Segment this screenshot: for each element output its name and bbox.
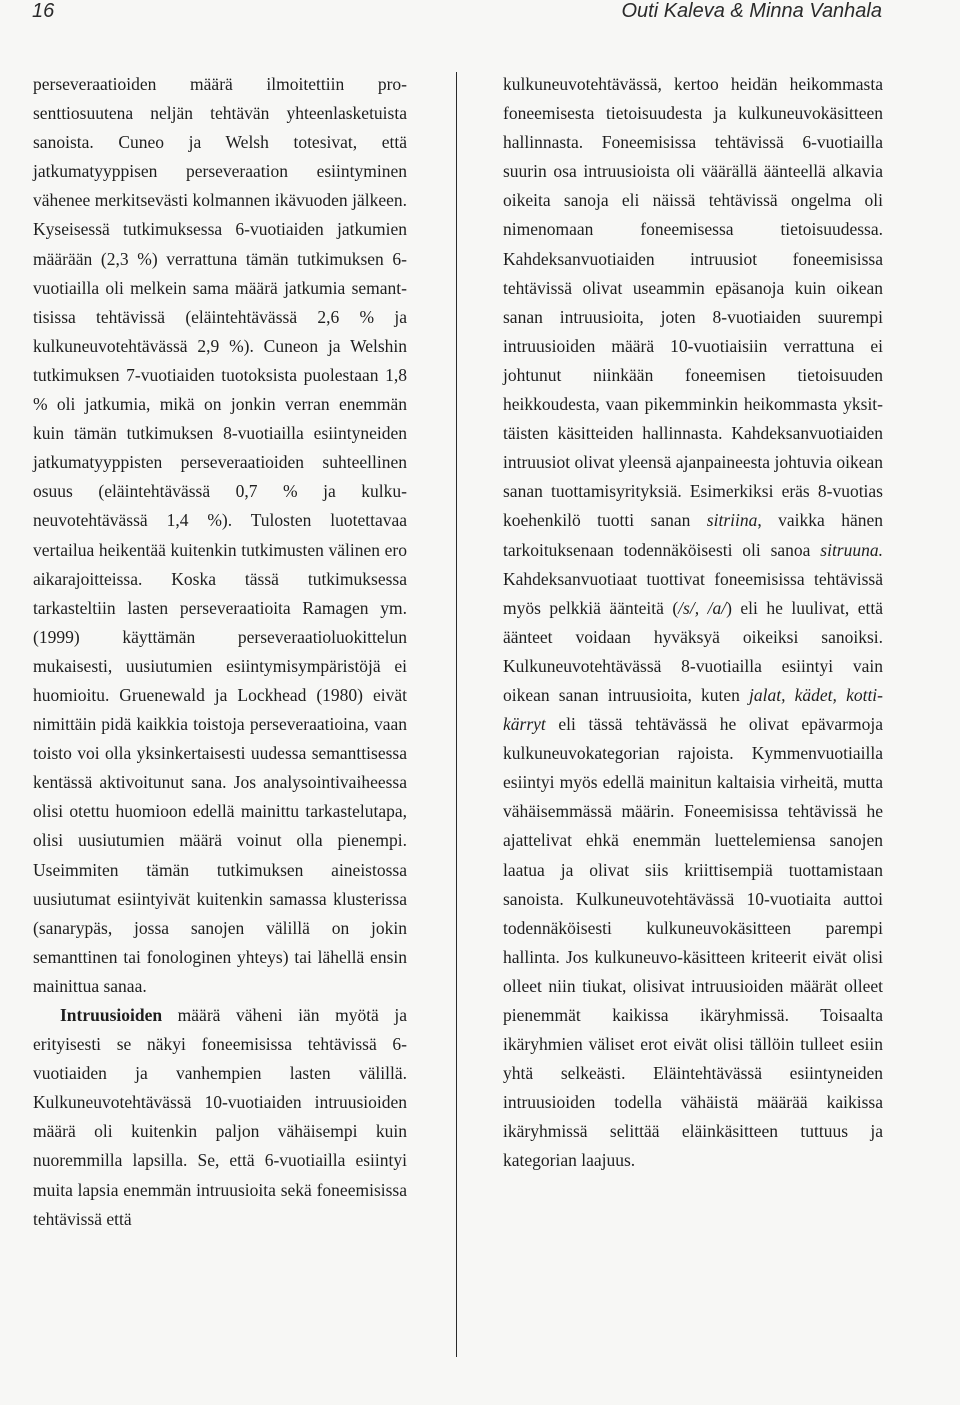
italic-term: sitruuna. xyxy=(820,539,883,560)
italic-term: jalat, kädet, kottikärryt xyxy=(503,684,883,735)
column-divider xyxy=(456,72,457,1357)
paragraph-text: eli tässä tehtävässä he olivat epävarmoja kulkuneuvokategorian rajoista. Kymmenvuotiailla esiintyi myös edellä mainitun kaltaisia virheitä, mutta vähäisemmässä määrin. Foneemisissa tehtävissä he ajattelivat ehkä enemmän luettelemiensa sanojen laatua ja olivat siis kriittisempiä tuottamistaan sanoista. Kulkuneuvotehtävässä 10-vuotiaita auttoi todennäköisesti kulkuneuvokäsitteen parempi hallinta. Jos kulkuneuvo-käsitteen kriteerit eivät olisi olleet niin tiukat, olisivat intruusioiden määrät olleet pienemmät kaikissa ikäryhmissä. Toisaalta ikäryhmien väliset erot eivät olisi tällöin tulleet esiin yhtä selkeästi. Eläintehtävässä esiintyneiden intruusioiden todella vähäistä määrää kaikissa ikäryhmissä selittää eläinkäsitteen tuttuus ja kategorian laajuus. xyxy=(503,714,883,1171)
paragraph xyxy=(503,70,883,1176)
paragraph xyxy=(33,1001,407,1234)
paragraph-text: kulkuneuvotehtävässä, kertoo heidän heikommasta foneemisesta tietoisuudesta ja kulkuneuvokäsitteen hallinnasta. Foneemisissa tehtävissä 6-vuotiailla suurin osa intruusioista oli väärällä äänteellä alkavia oikeita sanoja eli näissä tehtävissä ongelma oli nimenomaan foneemisessa tietoisuudessa. Kahdeksanvuotiaiden intruusiot foneemisissa tehtävissä olivat useammin epäsanoja kuin oikean sanan intruusioita, joten 8-vuotiaiden suurempi intruusioiden määrä 10-vuotiaisiin verrattuna ei johtunut niinkään foneemisen tietoisuuden heikkoudesta, vaan pikemminkin heikommasta yksittäisten käsitteiden hallinnasta. Kahdeksanvuotiaiden intruusiot olivat yleensä ajanpaineesta johtuvia oikean sanan tuottamisyrityksiä. Esimerkiksi eräs 8-vuotias koehenkilö tuotti sanan xyxy=(503,74,883,531)
paragraph-text: määrä väheni iän myötä ja erityisesti se näkyi foneemisissa tehtävissä 6-vuotiaiden ja vanhempien lasten välillä. Kulkuneuvotehtävässä 10-vuotiaiden intruusioiden määrä oli kuitenkin paljon vähäisempi kuin nuoremmilla lapsilla. Se, että 6-vuotiailla esiintyi muita lapsia enemmän intruusioita sekä foneemisissa tehtävissä että xyxy=(33,1005,407,1229)
running-head: Outi Kaleva & Minna Vanhala xyxy=(621,0,882,22)
italic-term: /s/, /a/ xyxy=(678,597,727,618)
paragraph xyxy=(33,70,407,1001)
paragraph-text: , vaikka hänen tarkoituksenaan todennäköisesti oli sanoa xyxy=(503,510,883,560)
bold-term: Intruusioiden xyxy=(60,1005,163,1025)
paragraph-text: ) eli he luulivat, että äänteet voidaan hyväksyä oikeiksi sanoiksi. Kulkuneuvotehtävässä 8-vuotiailla esiintyi vain oikean sanan intruusioita, kuten xyxy=(503,597,883,705)
right-column xyxy=(503,70,883,1176)
left-column xyxy=(33,70,407,1234)
page-number: 16 xyxy=(32,0,55,22)
paragraph-text: Kahdeksanvuotiaat tuottivat foneemisissa tehtävissä myös pelkkiä äänteitä ( xyxy=(503,568,883,618)
paragraph-text: perseveraatioiden määrä ilmoitettiin prosenttiosuutena neljän tehtävän yhteenlasketuista sanoista. Cuneo ja Welsh totesivat, että jatkumatyyppisen perseveraation esiintyminen vähenee merkitsevästi kolmannen ikävuoden jälkeen. Kyseisessä tutkimuksessa 6-vuotiaiden jatkumien määrään (2,3 %) verrattuna tämän tutkimuksen 6-vuotiailla oli melkein sama määrä jatkumia semanttisissa tehtävissä (eläintehtävässä 2,6 % ja kulkuneuvotehtävässä 2,9 %). Cuneon ja Welshin tutkimuksen 7-vuotiaiden tuotoksista puolestaan 1,8 % oli jatkumia, mikä on jonkin verran enemmän kuin tämän tutkimuksen 8-vuotiailla esiintyneiden jatkumatyyppisten perseveraatioiden suhteellinen osuus (eläintehtävässä 0,7 % ja kulkuneuvotehtävässä 1,4 %). Tulosten luotettavaa vertailua heikentää kuitenkin tutkimusten välinen ero aikarajoitteissa. Koska tässä tutkimuksessa tarkasteltiin lasten perseveraatioita Ramagen ym. (1999) käyttämän perseveraatioluokittelun mukaisesti, uusiutumien esiintymisympäristöjä ei huomioitu. Gruenewald ja Lockhead (1980) eivät nimittäin pidä kaikkia toistoja perseveraatioina, vaan toisto voi olla yksinkertaisesti uudessa semanttisessa kentässä aktivoitunut sana. Jos analysointivaiheessa olisi otettu huomioon edellä mainittu tarkastelutapa, olisi uusiutumien määrä voinut olla pienempi. Useimmiten tämän tutkimuksen aineistossa uusiutumat esiintyivät kuitenkin samassa klusterissa (sanarypäs, jossa sanojen välillä on jokin semanttinen tai fonologinen yhteys) tai lähellä ensin mainittua sanaa. xyxy=(33,74,407,996)
italic-term: sitriina xyxy=(706,510,758,531)
page-header xyxy=(32,0,882,30)
